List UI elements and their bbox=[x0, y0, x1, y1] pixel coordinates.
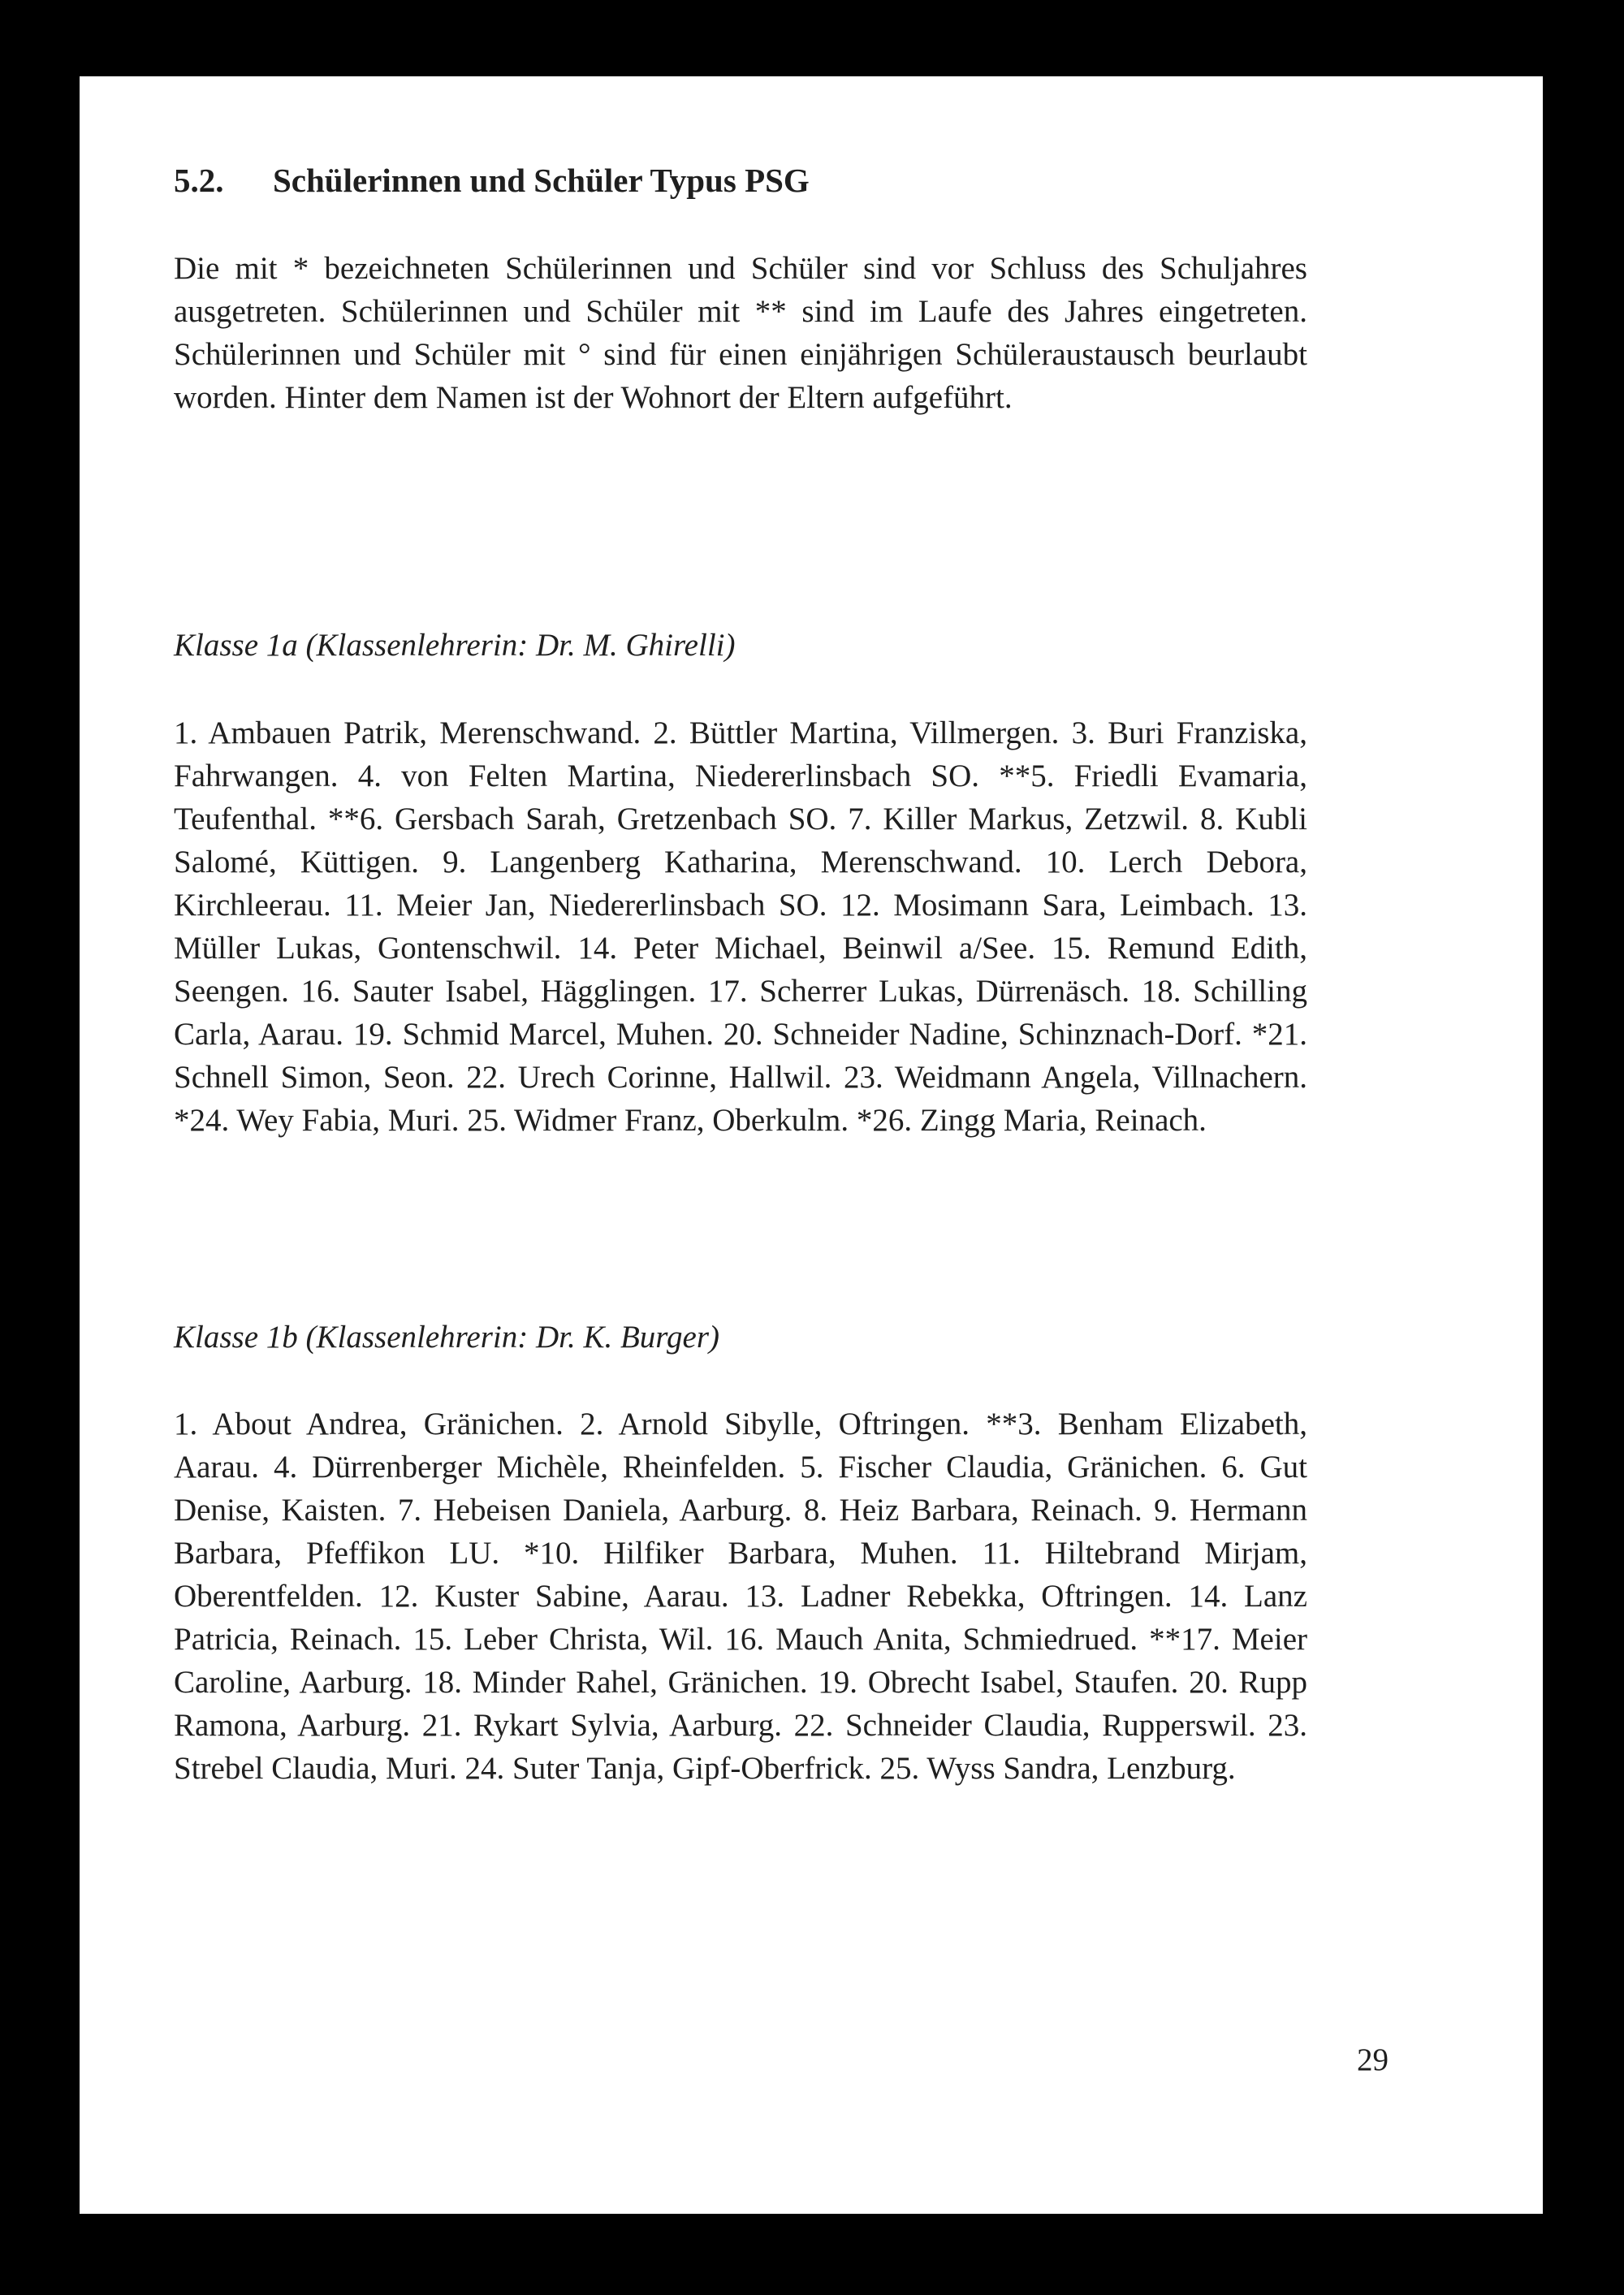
section-title: Schülerinnen und Schüler Typus PSG bbox=[273, 162, 810, 199]
class-1a-student-list: 1. Ambauen Patrik, Merenschwand. 2. Büttler Martina, Villmergen. 3. Buri Franziska, Fahrwangen. 4. von Felten Martina, Niedererlinsbach SO. **5. Friedli Evamaria, Teufenthal. **6. Gersbach Sarah, Gretzenbach SO. 7. Killer Markus, Zetzwil. 8. Kubli Salomé, Küttigen. 9. Langenberg Katharina, Merenschwand. 10. Lerch Debora, Kirchleerau. 11. Meier Jan, Niedererlinsbach SO. 12. Mosimann Sara, Leimbach. 13. Müller Lukas, Gontenschwil. 14. Peter Michael, Beinwil a/See. 15. Remund Edith, Seengen. 16. Sauter Isabel, Hägglingen. 17. Scherrer Lukas, Dürrenäsch. 18. Schilling Carla, Aarau. 19. Schmid Marcel, Muhen. 20. Schneider Nadine, Schinznach-Dorf. *21. Schnell Simon, Seon. 22. Urech Corinne, Hallwil. 23. Weidmann Angela, Villnachern. *24. Wey Fabia, Muri. 25. Widmer Franz, Oberkulm. *26. Zingg Maria, Reinach. bbox=[174, 715, 1307, 1138]
section-heading bbox=[174, 161, 810, 201]
class-1b-student-list: 1. About Andrea, Gränichen. 2. Arnold Sibylle, Oftringen. **3. Benham Elizabeth, Aarau. 4. Dürrenberger Michèle, Rheinfelden. 5. Fischer Claudia, Gränichen. 6. Gut Denise, Kaisten. 7. Hebeisen Daniela, Aarburg. 8. Heiz Barbara, Reinach. 9. Hermann Barbara, Pfeffikon LU. *10. Hilfiker Barbara, Muhen. 11. Hiltebrand Mirjam, Oberentfelden. 12. Kuster Sabine, Aarau. 13. Ladner Rebekka, Oftringen. 14. Lanz Patricia, Reinach. 15. Leber Christa, Wil. 16. Mauch Anita, Schmiedrued. **17. Meier Caroline, Aarburg. 18. Minder Rahel, Gränichen. 19. Obrecht Isabel, Staufen. 20. Rupp Ramona, Aarburg. 21. Rykart Sylvia, Aarburg. 22. Schneider Claudia, Rupperswil. 23. Strebel Claudia, Muri. 24. Suter Tanja, Gipf-Oberfrick. 25. Wyss Sandra, Lenzburg. bbox=[174, 1407, 1307, 1786]
section-number: 5.2. bbox=[174, 162, 224, 199]
class-1b-heading: Klasse 1b (Klassenlehrerin: Dr. K. Burger) bbox=[174, 1320, 720, 1355]
intro-paragraph: Die mit * bezeichneten Schülerinnen und Schüler sind vor Schluss des Schuljahres ausgetreten. Schülerinnen und Schüler mit ** sind im Laufe des Jahres eingetreten. Schülerinnen und Schüler mit ° sind für einen einjährigen Schüleraustausch beurlaubt worden. Hinter dem Namen ist der Wohnort der Eltern aufgeführt. bbox=[174, 251, 1307, 415]
page-number: 29 bbox=[1357, 2042, 1389, 2077]
class-1a-heading: Klasse 1a (Klassenlehrerin: Dr. M. Ghirelli) bbox=[174, 628, 736, 663]
